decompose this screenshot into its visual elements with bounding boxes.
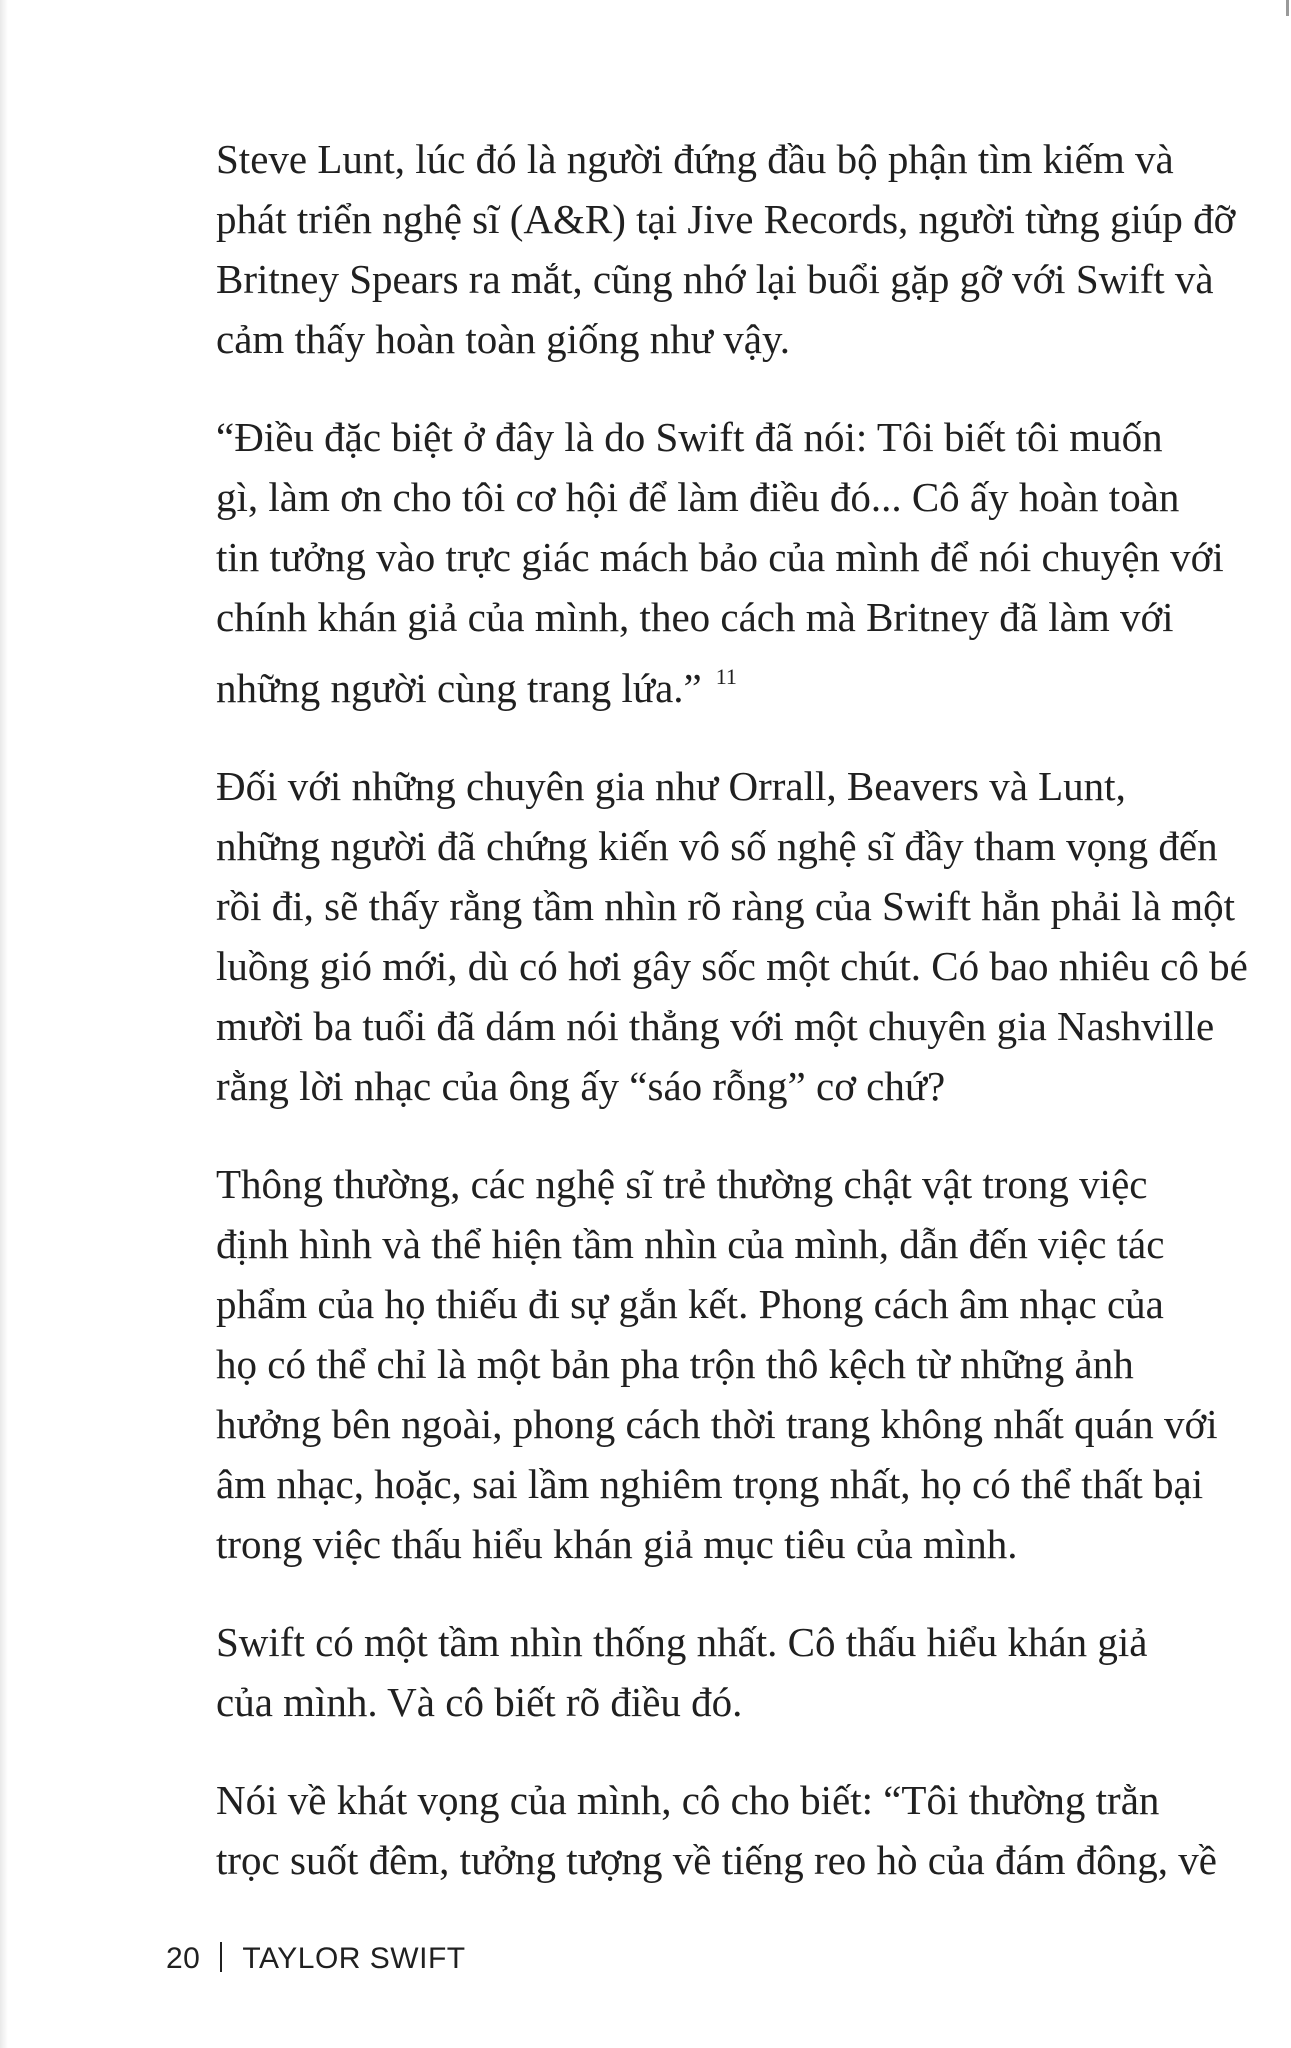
paragraph-2-quote <box>166 407 1224 718</box>
text-line: phẩm của họ thiếu đi sự gắn kết. Phong cách âm nhạc của <box>216 1281 1164 1327</box>
text-line: định hình và thể hiện tầm nhìn của mình, dẫn đến việc tác <box>216 1221 1165 1267</box>
text-line: Nói về khát vọng của mình, cô cho biết: “Tôi thường trằn <box>216 1777 1160 1823</box>
text-line: những người cùng trang lứa.” <box>216 665 702 711</box>
text-line: Britney Spears ra mắt, cũng nhớ lại buổi gặp gỡ với Swift và <box>216 256 1214 302</box>
text-line: Đối với những chuyên gia như Orrall, Beavers và Lunt, <box>216 763 1126 809</box>
text-line-with-footnote <box>166 647 1186 718</box>
page-footer <box>166 1942 466 1976</box>
text-line: cảm thấy hoàn toàn giống như vậy. <box>216 316 791 362</box>
text-line: Swift có một tầm nhìn thống nhất. Cô thấu hiểu khán giả <box>216 1619 1148 1665</box>
paragraph-4 <box>166 1154 1218 1574</box>
text-line: hưởng bên ngoài, phong cách thời trang không nhất quán với <box>216 1401 1218 1447</box>
text-line: trọc suốt đêm, tưởng tượng về tiếng reo hò của đám đông, về <box>216 1837 1217 1883</box>
running-title: TAYLOR SWIFT <box>242 1942 466 1975</box>
text-line: họ có thể chỉ là một bản pha trộn thô kệch từ những ảnh <box>216 1341 1134 1387</box>
footer-separator <box>220 1942 222 1972</box>
text-line: những người đã chứng kiến vô số nghệ sĩ đầy tham vọng đến <box>216 823 1218 869</box>
footnote-reference: 11 <box>715 664 737 689</box>
page-number: 20 <box>166 1942 201 1975</box>
text-line: âm nhạc, hoặc, sai lầm nghiêm trọng nhất, họ có thể thất bại <box>216 1461 1204 1507</box>
text-line: Steve Lunt, lúc đó là người đứng đầu bộ phận tìm kiếm và <box>216 136 1174 182</box>
text-line: Thông thường, các nghệ sĩ trẻ thường chật vật trong việc <box>216 1161 1148 1207</box>
text-line: chính khán giả của mình, theo cách mà Britney đã làm với <box>216 594 1174 640</box>
scan-corner-mark <box>1286 0 1289 16</box>
text-line: tin tưởng vào trực giác mách bảo của mình để nói chuyện với <box>216 534 1224 580</box>
text-line: luồng gió mới, dù có hơi gây sốc một chút. Có bao nhiêu cô bé <box>216 943 1248 989</box>
paragraph-3 <box>166 756 1248 1116</box>
body-text <box>166 129 1248 1928</box>
text-line: gì, làm ơn cho tôi cơ hội để làm điều đó... Cô ấy hoàn toàn <box>216 474 1180 520</box>
text-line: mười ba tuổi đã dám nói thẳng với một chuyên gia Nashville <box>216 1003 1215 1049</box>
text-line: phát triển nghệ sĩ (A&R) tại Jive Records, người từng giúp đỡ <box>216 196 1236 242</box>
paragraph-6 <box>166 1770 1217 1890</box>
text-line: rằng lời nhạc của ông ấy “sáo rỗng” cơ chứ? <box>216 1063 946 1109</box>
paragraph-1 <box>166 129 1236 369</box>
text-line: của mình. Và cô biết rõ điều đó. <box>216 1679 743 1725</box>
text-line: “Điều đặc biệt ở đây là do Swift đã nói: Tôi biết tôi muốn <box>216 414 1163 460</box>
page-edge-shadow <box>0 0 8 2048</box>
text-line: rồi đi, sẽ thấy rằng tầm nhìn rõ ràng của Swift hẳn phải là một <box>216 883 1236 929</box>
text-line: trong việc thấu hiểu khán giả mục tiêu của mình. <box>216 1521 1018 1567</box>
paragraph-5 <box>166 1612 1186 1732</box>
